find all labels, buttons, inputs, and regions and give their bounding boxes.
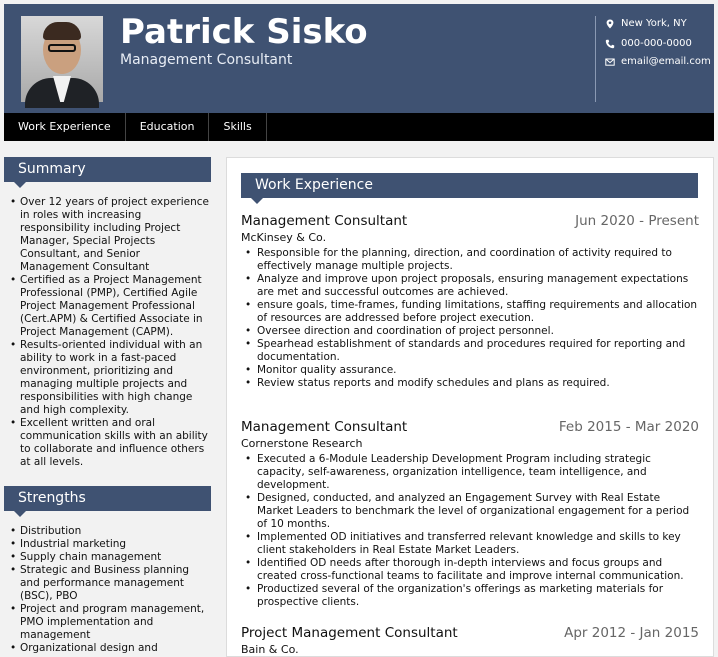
strength-item: • Project and program management, PMO implementation and management <box>10 603 211 642</box>
strength-item: • Organizational design and <box>10 642 211 655</box>
job-bullet: • Implemented OD initiatives and transferred relevant knowledge and skills to key client stakeholders in Real Estate Market Leaders. <box>245 531 699 557</box>
job-title: Management Consultant <box>241 213 408 229</box>
job-entry <box>241 625 699 656</box>
strength-item: • Distribution <box>10 525 211 538</box>
job-company: Cornerstone Research <box>241 437 363 450</box>
strength-item: • Industrial marketing <box>10 538 211 551</box>
summary-item: • Excellent written and oral communication skills with an ability to collaborate and influence others at all levels. <box>10 417 211 469</box>
summary-item: • Results-oriented individual with an ability to work in a fast-paced environment, prioritizing and managing multiple projects and responsibilities with high change and high complexity. <box>10 339 211 417</box>
location-pin-icon <box>605 19 615 29</box>
job-title: Project Management Consultant <box>241 625 458 641</box>
job-bullet: • Review status reports and modify schedules and plans as required. <box>245 377 699 390</box>
job-bullet: • Identified OD needs after thorough in-depth interviews and focus groups and created cross-functional teams to facilitate and improve internal communication. <box>245 557 699 583</box>
envelope-icon <box>605 57 615 67</box>
job-entry <box>241 213 699 390</box>
section-nav <box>4 113 714 141</box>
work-experience-heading: Work Experience <box>241 173 698 198</box>
candidate-name: Patrick Sisko <box>120 12 368 52</box>
strengths-heading: Strengths <box>4 486 211 511</box>
nav-skills[interactable]: Skills <box>209 113 266 141</box>
job-company: McKinsey & Co. <box>241 231 327 244</box>
summary-item: • Certified as a Project Management Professional (PMP), Certified Agile Project Management Professional (Cert.APM) & Certified Associate in Project Management (CAPM). <box>10 274 211 339</box>
strength-item: • Strategic and Business planning and performance management (BSC), PBO <box>10 564 211 603</box>
job-bullet: • ensure goals, time-frames, funding limitations, staffing requirements and allocation of resources are addressed before project execution. <box>245 299 699 325</box>
job-bullets <box>241 247 699 390</box>
job-entry <box>241 419 699 609</box>
job-company: Bain & Co. <box>241 643 299 656</box>
contact-email[interactable] <box>605 56 711 67</box>
job-dates: Apr 2012 - Jan 2015 <box>564 625 699 641</box>
location-text: New York, NY <box>621 18 687 29</box>
contact-divider <box>595 16 596 102</box>
resume-header <box>4 4 714 113</box>
strengths-list <box>4 511 211 655</box>
job-bullet: • Executed a 6-Module Leadership Development Program including strategic capacity, self-awareness, organization intelligence, team intelligence, and development. <box>245 453 699 492</box>
nav-education[interactable]: Education <box>126 113 210 141</box>
job-bullet: • Spearhead establishment of standards and procedures required for reporting and documentation. <box>245 338 699 364</box>
job-bullet: • Responsible for the planning, direction, and coordination of activity required to effectively manage multiple projects. <box>245 247 699 273</box>
job-bullet: • Oversee direction and coordination of project personnel. <box>245 325 699 338</box>
contact-phone <box>605 38 692 49</box>
candidate-title: Management Consultant <box>120 52 293 68</box>
job-bullet: • Designed, conducted, and analyzed an Engagement Survey with Real Estate Market Leaders to benchmark the level of organizational engagement for a period of 10 months. <box>245 492 699 531</box>
job-bullet: • Productized several of the organization's offerings as marketing materials for prospective clients. <box>245 583 699 609</box>
contact-location <box>605 18 687 29</box>
job-bullet: • Monitor quality assurance. <box>245 364 699 377</box>
job-bullets <box>241 453 699 609</box>
profile-photo <box>21 16 103 102</box>
nav-work-experience[interactable]: Work Experience <box>4 113 126 141</box>
job-bullet: • Analyze and improve upon project proposals, ensuring management expectations are met and successful outcomes are achieved. <box>245 273 699 299</box>
phone-icon <box>605 39 615 49</box>
strength-item: • Supply chain management <box>10 551 211 564</box>
summary-heading: Summary <box>4 157 211 182</box>
email-text[interactable]: email@email.com <box>621 56 711 67</box>
phone-text: 000-000-0000 <box>621 38 692 49</box>
job-title: Management Consultant <box>241 419 408 435</box>
summary-list <box>4 182 211 469</box>
summary-item: • Over 12 years of project experience in roles with increasing responsibility including Project Manager, Special Projects Consultant, and Senior Management Consultant <box>10 196 211 274</box>
main-content <box>226 157 714 657</box>
sidebar <box>4 157 211 655</box>
job-dates: Jun 2020 - Present <box>575 213 699 229</box>
job-dates: Feb 2015 - Mar 2020 <box>558 419 699 435</box>
